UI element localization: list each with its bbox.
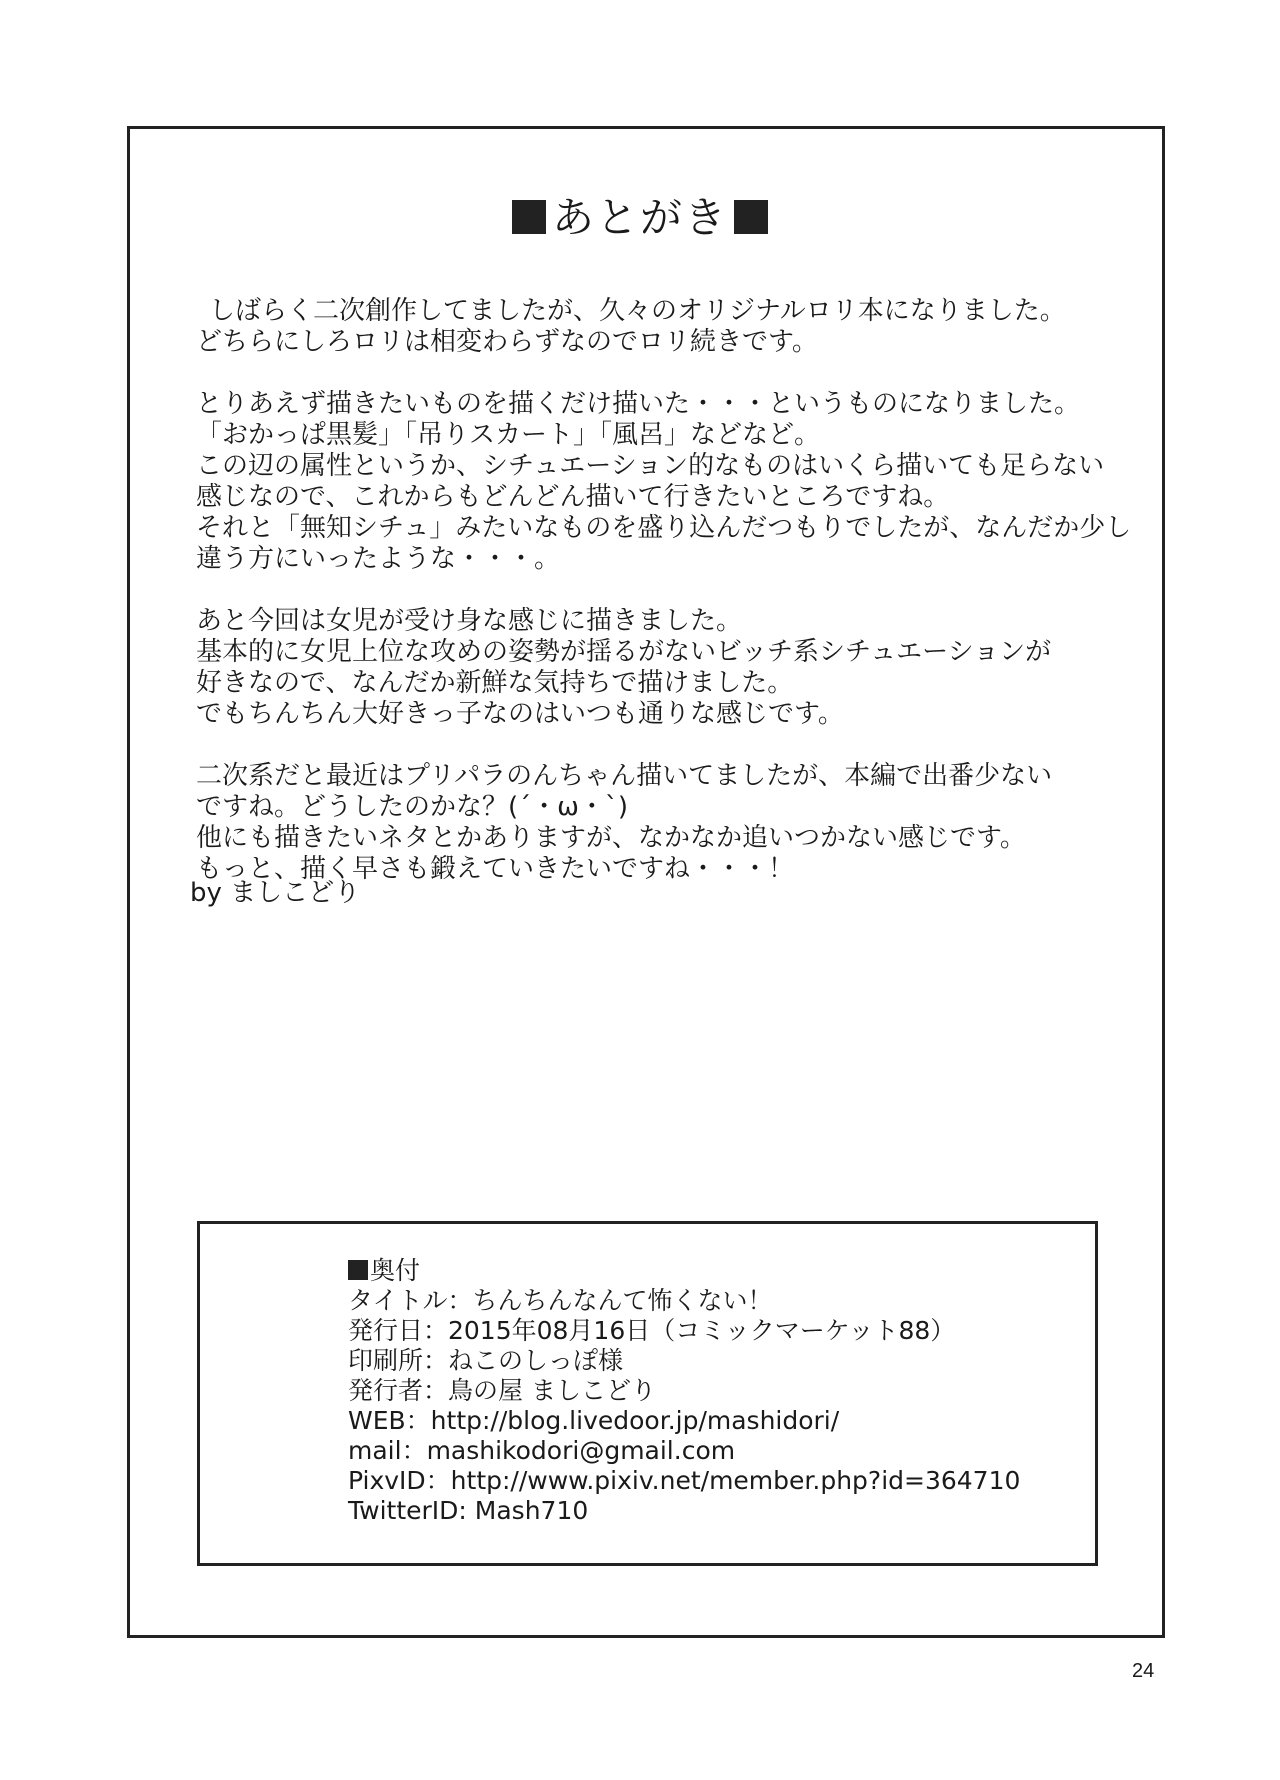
afterword-line: でもちんちん大好きっ子なのはいつも通りな感じです。 [196, 699, 844, 729]
black-square-icon [512, 200, 546, 234]
afterword-body [196, 296, 1136, 916]
afterword-line: ですね。どうしたのかな？(´・ω・`) [196, 792, 629, 822]
afterword-line: この辺の属性というか、シチュエーション的なものはいくら描いても足らない [196, 451, 1105, 481]
colophon-twitter: TwitterID: Mash710 [348, 1496, 589, 1525]
afterword-line: 他にも描きたいネタとかありますが、なかなか追いつかない感じです。 [196, 823, 1026, 853]
colophon-web: WEB：http://blog.livedoor.jp/mashidori/ [348, 1406, 840, 1435]
afterword-line: 「おかっぱ黒髪」「吊りスカート」「風呂」などなど。 [196, 420, 821, 450]
afterword-paragraph [196, 606, 1136, 730]
colophon-title: タイトル：ちんちんなんて怖くない！ [348, 1286, 773, 1315]
afterword-line: 好きなので、なんだか新鮮な気持ちで描けました。 [196, 668, 794, 698]
afterword-line: しばらく二次創作してましたが、久々のオリジナルロリ本になりました。 [209, 296, 1066, 326]
colophon-heading-text: 奥付 [370, 1256, 421, 1285]
afterword-paragraph [196, 389, 1136, 575]
colophon-publisher: 発行者：鳥の屋 ましこどり [348, 1376, 656, 1405]
afterword-line: どちらにしろロリは相変わらずなのでロリ続きです。 [196, 327, 818, 357]
afterword-line: 感じなので、これからもどんどん描いて行きたいところですね。 [196, 482, 950, 512]
page-number: 24 [1132, 1660, 1155, 1682]
afterword-line: それと「無知シチュ」みたいなものを盛り込んだつもりでしたが、なんだか少し [196, 513, 1132, 543]
afterword-line: とりあえず描きたいものを描くだけ描いた・・・というものになりました。 [196, 389, 1081, 419]
colophon-pixiv: PixvID：http://www.pixiv.net/member.php?id=364710 [348, 1466, 1021, 1495]
afterword-title [0, 185, 1280, 245]
afterword-line: もっと、描く早さも鍛えていきたいですね・・・！ [196, 854, 795, 884]
colophon-mail: mail：mashikodori@gmail.com [348, 1436, 736, 1465]
colophon-date: 発行日：2015年08月16日（コミックマーケット88） [348, 1316, 956, 1345]
afterword-line: 違う方にいったような・・・。 [196, 544, 561, 574]
afterword-paragraph [196, 761, 1136, 885]
black-square-icon [734, 200, 768, 234]
afterword-line: 基本的に女児上位な攻めの姿勢が揺るがないビッチ系シチュエーションが [196, 637, 1052, 667]
black-square-icon [348, 1260, 368, 1280]
colophon-heading [348, 1256, 1020, 1286]
colophon [348, 1256, 1020, 1526]
afterword-line: あと今回は女児が受け身な感じに描きました。 [196, 606, 743, 636]
afterword-paragraph [196, 296, 1136, 358]
afterword-line: 二次系だと最近はプリパラのんちゃん描いてましたが、本編で出番少ない [196, 761, 1053, 791]
afterword-title-text: あとがき [551, 193, 728, 242]
author-signature: by ましこどり [190, 878, 361, 908]
colophon-printer: 印刷所：ねこのしっぽ様 [348, 1346, 624, 1375]
